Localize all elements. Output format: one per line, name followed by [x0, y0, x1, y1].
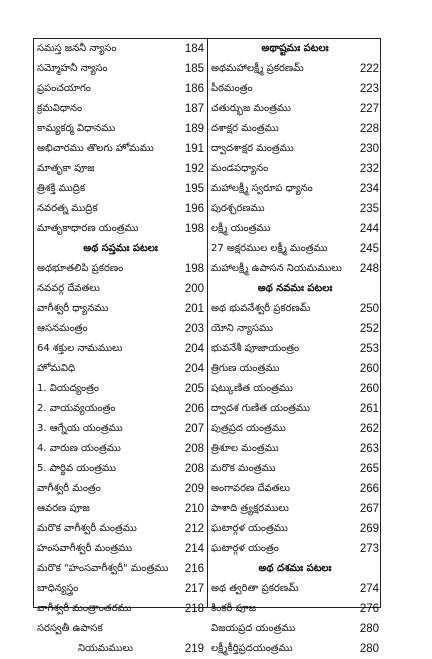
toc-entry-title: విజయప్రద యంత్రము	[211, 623, 296, 634]
toc-entry-title: త్రిశూల మంత్రము	[211, 443, 279, 454]
toc-entry-page-number: 261	[359, 403, 379, 415]
toc-entry	[34, 639, 207, 659]
toc-entry	[208, 139, 382, 159]
toc-entry	[208, 59, 382, 79]
toc-entry-page-number: 228	[359, 123, 379, 135]
toc-entry-page-number: 230	[359, 143, 379, 155]
toc-entry-title: సమ్మోహనీ న్యాసం	[37, 63, 108, 74]
toc-entry-title: బాధిన్యస్త్రం	[37, 583, 79, 594]
toc-entry-page-number: 209	[184, 483, 204, 495]
toc-entry	[208, 519, 382, 539]
toc-entry-page-number: 192	[184, 163, 204, 175]
toc-entry-title: నవవర్గ దేవతలు	[37, 283, 100, 294]
toc-entry	[208, 379, 382, 399]
toc-entry-page-number: 195	[184, 183, 204, 195]
chapter-heading-text: అథ నవమః పటలః	[257, 283, 333, 294]
toc-entry-title: మరొక వాగీశ్వరీ మంత్రము	[37, 523, 137, 534]
toc-entry	[208, 339, 382, 359]
toc-entry-page-number: 206	[184, 403, 204, 415]
toc-entry-page-number: 253	[359, 343, 379, 355]
toc-entry-title: ప్రపంచయాగం	[37, 83, 91, 94]
toc-entry	[208, 599, 382, 619]
toc-entry	[34, 479, 207, 499]
toc-entry-title: నియమములు	[77, 643, 134, 654]
toc-entry-title: త్రిశక్తి ముద్రిక	[37, 183, 86, 194]
toc-entry-page-number: 191	[184, 143, 204, 155]
toc-right-column	[208, 39, 382, 655]
toc-entry	[208, 459, 382, 479]
toc-entry	[208, 499, 382, 519]
toc-entry-page-number: 280	[359, 623, 379, 635]
toc-entry-page-number: 184	[184, 43, 204, 55]
toc-entry-page-number: 185	[184, 63, 204, 75]
toc-entry	[34, 599, 207, 619]
toc-entry	[208, 219, 382, 239]
toc-entry-title: ద్వాదశ గుణిత యంత్రము	[211, 403, 310, 414]
toc-entry-page-number: 266	[359, 483, 379, 495]
chapter-heading	[208, 279, 382, 299]
toc-entry-page-number: 189	[184, 123, 204, 135]
toc-entry	[34, 139, 207, 159]
chapter-heading-text: అథ సప్తమః పటలః	[83, 243, 158, 254]
toc-entry-page-number: 260	[359, 363, 379, 375]
toc-entry	[34, 519, 207, 539]
toc-entry-title: వాగీశ్వరీ ధ్యానము	[37, 303, 109, 314]
toc-entry-page-number: 269	[359, 523, 379, 535]
toc-entry	[208, 619, 382, 639]
toc-entry-page-number: 245	[359, 243, 379, 255]
toc-entry-title: అథమహాలక్ష్మీ ప్రకరణమ్	[211, 63, 304, 74]
toc-entry-title: 1. వియద్యంత్రం	[37, 383, 99, 394]
toc-entry	[34, 259, 207, 279]
toc-entry-title: యోని న్యాసము	[211, 323, 273, 334]
toc-entry-title: అథభూతలిపి ప్రకరణం	[37, 263, 124, 274]
toc-entry-page-number: 244	[359, 223, 379, 235]
toc-entry	[34, 499, 207, 519]
toc-frame	[33, 38, 381, 655]
toc-entry-title: హోమవిధి	[37, 363, 76, 374]
toc-entry-title: చతుర్భుజ మంత్రము	[211, 103, 291, 114]
toc-entry	[34, 59, 207, 79]
toc-entry-page-number: 205	[184, 383, 204, 395]
toc-entry-page-number: 200	[184, 283, 204, 295]
toc-entry-title: వాగీశ్వరీ మంత్రాంతరము	[37, 603, 132, 614]
toc-left-column	[34, 39, 208, 655]
chapter-heading	[208, 39, 382, 59]
toc-entry	[34, 99, 207, 119]
toc-entry	[208, 79, 382, 99]
toc-entry	[208, 639, 382, 659]
toc-entry	[208, 579, 382, 599]
toc-entry-title: కామ్యకర్మ విధానము	[37, 123, 116, 134]
toc-entry	[208, 259, 382, 279]
toc-entry	[34, 559, 207, 579]
toc-entry	[208, 239, 382, 259]
toc-entry	[34, 579, 207, 599]
toc-entry-page-number: 232	[359, 163, 379, 175]
toc-entry-page-number: 260	[359, 383, 379, 395]
toc-entry-title: దశాక్షర మంత్రము	[211, 123, 279, 134]
toc-entry	[208, 299, 382, 319]
toc-entry-title: నవరత్న ముద్రిక	[37, 203, 98, 214]
toc-entry	[208, 99, 382, 119]
toc-entry-page-number: 204	[184, 363, 204, 375]
toc-entry	[34, 439, 207, 459]
toc-entry-page-number: 223	[359, 83, 379, 95]
toc-entry-page-number: 208	[184, 463, 204, 475]
toc-entry	[34, 619, 207, 639]
toc-entry	[34, 379, 207, 399]
toc-entry-title: అథ త్వరితా ప్రకరణమ్	[211, 583, 299, 594]
toc-entry	[208, 439, 382, 459]
toc-entry-page-number: 198	[184, 263, 204, 275]
toc-entry-page-number: 248	[359, 263, 379, 275]
chapter-heading	[208, 559, 382, 579]
toc-entry	[208, 199, 382, 219]
toc-entry	[208, 179, 382, 199]
toc-entry-title: ద్వాదశాక్షర మంత్రము	[211, 143, 294, 154]
toc-entry	[34, 279, 207, 299]
toc-entry-page-number: 252	[359, 323, 379, 335]
toc-entry-page-number: 203	[184, 323, 204, 335]
toc-entry-title: వాగీశ్వరీ మంత్రం	[37, 483, 101, 494]
toc-entry-title: హంసవాగీశ్వరీ మంత్రము	[37, 543, 133, 554]
toc-entry	[34, 359, 207, 379]
toc-entry	[208, 359, 382, 379]
toc-entry-page-number: 217	[184, 583, 204, 595]
toc-entry-page-number: 198	[184, 223, 204, 235]
toc-entry-page-number: 186	[184, 83, 204, 95]
toc-entry	[208, 399, 382, 419]
toc-entry-title: సమస్త జననీ న్యాసం	[37, 43, 117, 54]
toc-entry	[34, 339, 207, 359]
toc-entry-page-number: 235	[359, 203, 379, 215]
toc-entry-page-number: 210	[184, 503, 204, 515]
toc-entry-title: పీఠమంత్రం	[211, 83, 253, 94]
toc-entry-title: లక్ష్మీకీర్తిప్రదయంత్రము	[211, 643, 293, 654]
toc-entry-title: మరొక "హంసవాగీశ్వరీ" మంత్రము	[37, 563, 169, 574]
toc-entry-title: భువనేశీ పూజాయంత్రం	[211, 343, 300, 354]
toc-entry-page-number: 274	[359, 583, 379, 595]
toc-entry-page-number: 187	[184, 103, 204, 115]
toc-entry-page-number: 276	[359, 603, 379, 615]
toc-entry	[34, 399, 207, 419]
toc-entry-title: త్రిగుణ యంత్రము	[211, 363, 280, 374]
toc-entry-title: 2. వాయవ్యయంత్రం	[37, 403, 116, 414]
toc-entry	[34, 219, 207, 239]
toc-entry-page-number: 273	[359, 543, 379, 555]
toc-entry-title: 27 అక్షరముల లక్ష్మీ మంత్రము	[211, 243, 328, 254]
toc-entry-title: పాశాది త్ర్యక్షరములు	[211, 503, 289, 514]
toc-entry-page-number: 208	[184, 443, 204, 455]
toc-entry-page-number: 262	[359, 423, 379, 435]
toc-entry-title: షట్కుణిత యంత్రము	[211, 383, 293, 394]
toc-entry-title: మరొక మంత్రము	[211, 463, 276, 474]
toc-entry	[34, 179, 207, 199]
toc-entry	[208, 319, 382, 339]
toc-entry	[34, 459, 207, 479]
toc-entry-page-number: 267	[359, 503, 379, 515]
toc-entry-title: ఘటార్గళ యంత్రము	[211, 523, 288, 534]
toc-entry-title: లక్ష్మీ యంత్రము	[211, 223, 271, 234]
toc-entry-title: కింకరీ పూజ	[211, 603, 257, 614]
toc-entry-title: అంగావరణ దేవతలు	[211, 483, 290, 494]
toc-entry-page-number: 263	[359, 443, 379, 455]
toc-entry-page-number: 204	[184, 343, 204, 355]
toc-entry-title: 5. పార్థివ యంత్రము	[37, 463, 116, 474]
chapter-heading-text: అథాష్టమః పటలః	[261, 43, 329, 54]
toc-entry-page-number: 222	[359, 63, 379, 75]
toc-entry-title: మాతృకా పూజ	[37, 163, 95, 174]
toc-entry-title: పురశ్చరణము	[211, 203, 265, 214]
toc-entry	[34, 299, 207, 319]
chapter-heading-text: అథ దశమః పటలః	[258, 563, 332, 574]
toc-entry	[34, 119, 207, 139]
toc-entry	[34, 159, 207, 179]
toc-entry-title: మహాలక్ష్మీ స్వరూప ధ్యానం	[211, 183, 313, 194]
toc-entry-title: మండపధ్యానం	[211, 163, 269, 174]
toc-entry-title: ఆసనమంత్రం	[37, 323, 88, 334]
toc-entry	[34, 39, 207, 59]
toc-entry-page-number: 234	[359, 183, 379, 195]
toc-entry	[208, 159, 382, 179]
toc-entry	[34, 199, 207, 219]
toc-entry-page-number: 218	[184, 603, 204, 615]
toc-entry-page-number: 250	[359, 303, 379, 315]
toc-entry-page-number: 216	[184, 563, 204, 575]
toc-entry-title: మహాలక్ష్మీ ఉపాసన నియమములు	[211, 263, 342, 274]
toc-entry-page-number: 212	[184, 523, 204, 535]
toc-entry-title: సరస్వతీ ఉపాసక	[37, 623, 103, 634]
toc-entry-page-number: 219	[184, 643, 204, 655]
toc-entry	[208, 539, 382, 559]
toc-entry-title: ఆవరణ పూజ	[37, 503, 90, 514]
toc-entry-title: 4. వారుణ యంత్రము	[37, 443, 121, 454]
toc-entry-title: పుత్రప్రద యంత్రము	[211, 423, 286, 434]
toc-entry-title: క్రమవిధానం	[37, 103, 83, 114]
toc-entry	[34, 419, 207, 439]
toc-entry-page-number: 265	[359, 463, 379, 475]
toc-entry	[34, 79, 207, 99]
toc-entry-page-number: 214	[184, 543, 204, 555]
toc-entry-page-number: 196	[184, 203, 204, 215]
toc-entry	[208, 119, 382, 139]
toc-entry-title: 3. ఆగ్నేయ యంత్రము	[37, 423, 123, 434]
toc-entry-title: 64 శక్తుల నామములు	[37, 343, 123, 354]
toc-entry-title: అభిచారము తొలగు హోమము	[37, 143, 154, 154]
toc-entry	[208, 479, 382, 499]
toc-entry-page-number: 227	[359, 103, 379, 115]
toc-entry-title: మాతృకాధారణ యంత్రము	[37, 223, 139, 234]
toc-entry-page-number: 207	[184, 423, 204, 435]
toc-entry-title: ఘటార్గళ యంత్రం	[211, 543, 279, 554]
toc-entry-page-number: 280	[359, 643, 379, 655]
toc-entry-title: అథ భువనేశ్వరీ ప్రకరణమ్	[211, 303, 311, 314]
chapter-heading	[34, 239, 207, 259]
toc-entry-page-number: 201	[184, 303, 204, 315]
toc-entry	[34, 319, 207, 339]
toc-entry	[34, 539, 207, 559]
toc-entry	[208, 419, 382, 439]
